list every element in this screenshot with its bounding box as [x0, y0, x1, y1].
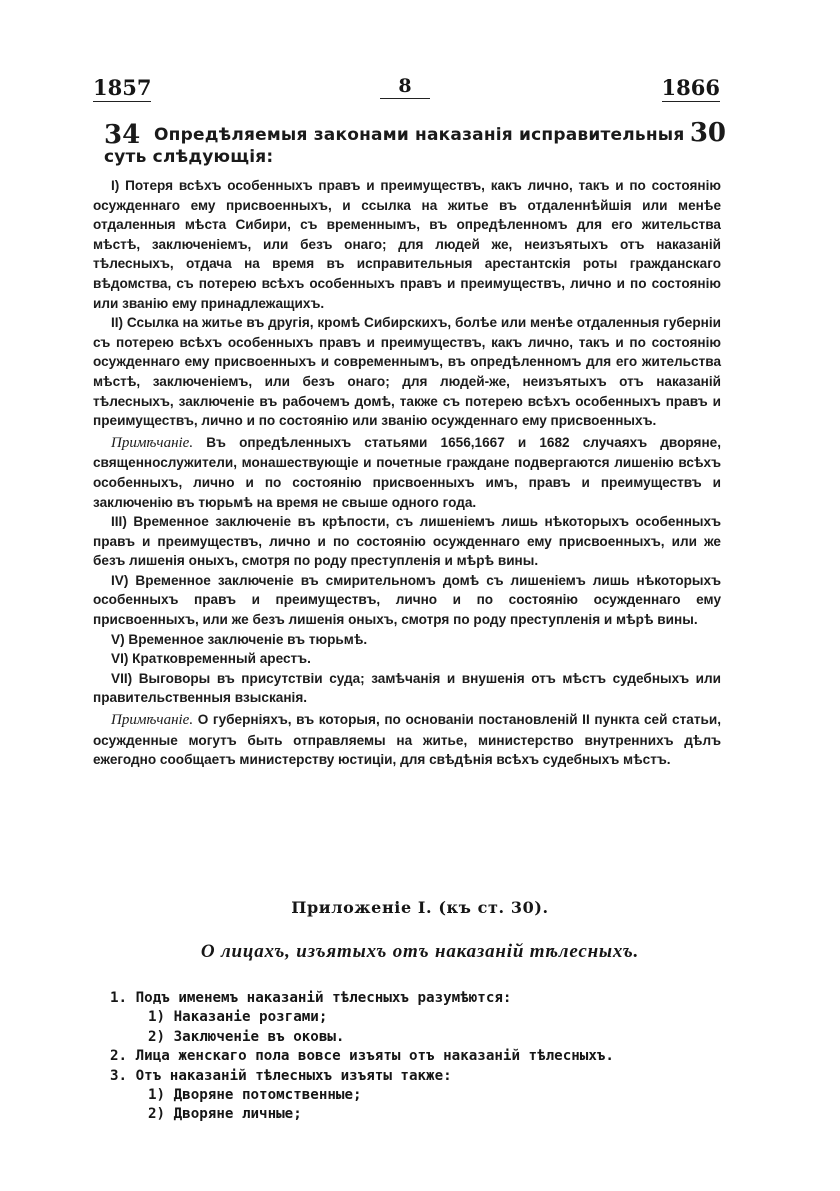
article-body — [93, 176, 721, 770]
article-heading — [104, 118, 726, 168]
item-5: V) Временное заключеніе въ тюрьмѣ. — [111, 631, 368, 647]
appendix-line: 2) Заключеніе въ оковы. — [148, 1028, 345, 1045]
appendix-line: 3. Отъ наказаній тѣлесныхъ изъяты также: — [110, 1067, 452, 1084]
article-source-ref: 30 — [689, 118, 726, 148]
appendix-subtitle: О лицахъ, изъятыхъ отъ наказаній тѣлесныхъ. — [200, 941, 640, 962]
appendix-line: 2. Лица женскаго пола вовсе изъяты отъ наказаній тѣлесныхъ. — [110, 1048, 614, 1065]
article-number: 34 — [104, 120, 141, 150]
item-3: III) Временное заключеніе въ крѣпости, съ лишеніемъ лишь нѣкоторыхъ особенныхъ правъ и преимуществъ, лично и по состоянію осужденнаго ему присвоенныхъ, или же безъ лишенія оныхъ, смотря по роду преступленія и мѣрѣ вины. — [93, 514, 721, 569]
paragraph-2: II) Ссылка на житье въ другія, кромѣ Сибирскихъ, болѣе или менѣе отдаленныя губерніи съ потерею всѣхъ особенныхъ правъ и преимуществъ, какъ лично, такъ и по состоянію осужденнаго ему присвоенныхъ и современнымъ, въ опредѣленномъ для его жительства мѣстѣ, заключеніемъ, или безъ онаго; для людей-же, неизъятыхъ отъ наказаній тѣлесныхъ, заключеніе въ рабочемъ домѣ, также съ потерею всѣхъ особенныхъ правъ и преимуществъ, лично и по состоянію или званію осужденнаго ему присвоенныхъ. — [93, 315, 721, 429]
appendix-line: 1) Наказаніе розгами; — [148, 1009, 328, 1026]
article-title: Опредѣляемыя законами наказанія исправительныя суть слѣдующія: — [104, 125, 685, 167]
item-7: VII) Выговоры въ присутствіи суда; замѣчанія и внушенія отъ мѣстъ судебныхъ или правительственныя взысканія. — [93, 670, 721, 706]
item-4: IV) Временное заключеніе въ смирительномъ домѣ съ лишеніемъ лишь нѣкоторыхъ особенныхъ правъ и преимуществъ, лично и по состоянію осужденнаго ему присвоенныхъ, или же безъ лишенія оныхъ, смотря по роду преступленія и мѣрѣ вины. — [93, 572, 721, 628]
appendix-title: Приложеніе I. (къ ст. 30). — [291, 898, 549, 917]
header-year-start: 1857 — [93, 75, 152, 100]
paragraph-1: I) Потеря всѣхъ особенныхъ правъ и преимуществъ, какъ лично, такъ и по состоянію осужденнаго ему присвоенныхъ, и ссылка на житье въ отдаленнѣйшія или менѣе отдаленныя мѣста Сибири, съ временнымъ, въ опредѣленномъ для его жительства мѣстѣ, заключеніемъ, или безъ онаго; для людей же, неизъятыхъ отъ наказаній тѣлесныхъ, отдача на время въ исправительныя арестантскія роты гражданскаго вѣдомства, съ потерею всѣхъ особенныхъ правъ и преимуществъ, лично и по состоянію или званію ему принадлежащихъ. — [93, 178, 721, 311]
note-2 — [93, 710, 721, 770]
note-1-text: Въ опредѣленныхъ статьями 1656,1667 и 1682 случаяхъ дворяне, священнослужители, монашествующіе и почетные граждане подвергаются лишенію всѣхъ особенныхъ, лично и по состоянію присвоенныхъ имъ, правъ и преимуществъ и заключенію въ тюрьмѣ на время не свыше одного года. — [93, 434, 721, 510]
note-1 — [93, 433, 721, 512]
item-6: VI) Кратковременный арестъ. — [111, 651, 311, 667]
appendix-line: 1. Подъ именемъ наказаній тѣлесныхъ разумѣются: — [110, 990, 512, 1006]
page-number: 8 — [380, 75, 430, 99]
note-1-label: Примѣчаніе. — [111, 434, 194, 451]
appendix-line: 2) Дворяне личные; — [148, 1106, 302, 1123]
header-year-end: 1866 — [661, 75, 720, 100]
note-2-text: О губерніяхъ, въ которыя, по основаніи постановленій II пункта сей статьи, осужденные могутъ быть отправляемы на житье, министерство внутреннихъ дѣлъ ежегодно сообщаетъ министерству юстиціи, для свѣдѣнія всѣхъ судебныхъ мѣстъ. — [93, 712, 721, 768]
note-2-label: Примѣчаніе. — [111, 712, 194, 729]
appendix-line: 1) Дворяне потомственные; — [148, 1087, 362, 1104]
appendix-list — [110, 989, 730, 1125]
